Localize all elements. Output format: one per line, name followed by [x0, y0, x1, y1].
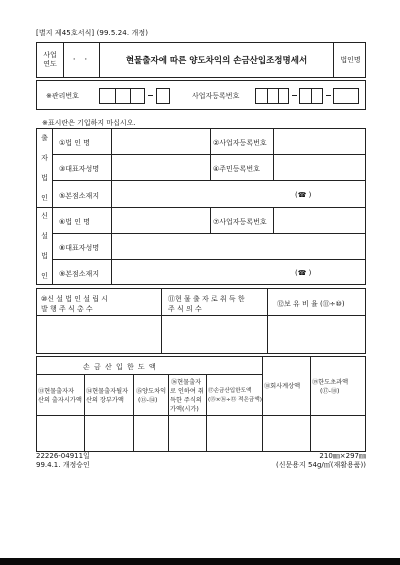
investor-table — [36, 128, 366, 208]
calc-col3-line1: ⑮양도차익 — [136, 388, 167, 395]
footer-paper-type: (신문용지 54g/㎡(재활용품)) — [276, 461, 366, 469]
deduction-limit-field[interactable] — [207, 416, 262, 451]
investor-biz-no-field[interactable] — [274, 129, 365, 154]
shares-table — [36, 288, 366, 354]
book-value-field[interactable] — [85, 416, 133, 451]
calc-col2-line1: ⑭현물출자될자 — [86, 388, 129, 395]
new-corp-rep-name-field[interactable] — [112, 234, 365, 259]
investor-rep-name-label: ③대표자성명 — [59, 165, 100, 173]
management-number-label: ※관리번호 — [46, 92, 79, 100]
footer-approval: 99.4.1. 개정승인 — [36, 461, 90, 469]
investor-corp-name-field[interactable] — [112, 129, 209, 154]
calc-col3-line2: (⑬-⑭) — [138, 397, 158, 404]
investor-corp-name-label: ①법 인 명 — [59, 139, 91, 147]
investor-address-field[interactable] — [112, 181, 365, 207]
management-number-box-2[interactable] — [156, 88, 170, 104]
calc-table — [36, 356, 366, 452]
biz-reg-label: 사업자등록번호 — [192, 92, 240, 100]
shares-col2-line2: 주 식 의 수 — [168, 305, 202, 313]
dash — [326, 95, 331, 96]
investor-address-label: ⑤본점소재지 — [59, 192, 100, 200]
new-corp-side-label: 신 설 법 인 — [37, 208, 53, 284]
investor-resident-no-field[interactable] — [274, 155, 365, 180]
form-title: 현물출자에 따른 양도차익의 손금산입조정명세서 — [100, 43, 334, 77]
shares-col1-line1: ⑩신 설 법 인 설 립 시 — [41, 295, 108, 303]
calc-col2-line2: 산의 장부가액 — [86, 397, 124, 404]
title-block — [36, 42, 366, 78]
new-corp-tel: (☎ ) — [295, 269, 312, 277]
shares-col1-line2: 발 행 주 식 총 수 — [41, 305, 93, 313]
footer-left — [36, 452, 90, 470]
new-corp-rep-name-label: ⑧대표자성명 — [59, 244, 100, 252]
calc-col4-line1: ⑯현물출자 — [171, 379, 202, 386]
calc-col5-line1: ⑰손금산입한도액 — [208, 388, 252, 394]
share-value-field[interactable] — [169, 416, 206, 451]
note-text: ※표시란은 기입하지 마십시오. — [42, 119, 136, 127]
management-number-box-1[interactable] — [99, 88, 145, 104]
business-year-top: 사업 — [43, 51, 57, 59]
calc-col4-line4: 가액(시가) — [170, 406, 199, 413]
calc-col5-line2: (⑮×⑯÷⑬ 적은금액) — [208, 397, 262, 403]
contribution-value-field[interactable] — [37, 416, 84, 451]
form-caption: [별지 제45호서식] (99.5.24. 개정) — [36, 29, 149, 37]
business-year-bottom: 연도 — [43, 60, 57, 68]
new-corp-biz-no-field[interactable] — [274, 208, 365, 233]
new-corp-address-label: ⑨본점소재지 — [59, 270, 100, 278]
business-year-label — [37, 43, 64, 77]
excess-amount-field[interactable] — [311, 416, 365, 451]
bottom-bar — [0, 558, 400, 565]
company-amount-field[interactable] — [263, 416, 310, 451]
footer-right — [262, 452, 366, 470]
dash — [292, 95, 297, 96]
new-corp-address-field[interactable] — [112, 260, 365, 284]
footer-paper-size: 210㎜×297㎜ — [319, 452, 366, 460]
biz-reg-box-2[interactable] — [299, 88, 323, 104]
dash — [148, 95, 153, 96]
calc-col7-line2: (⑰-⑱) — [320, 388, 340, 395]
transfer-gain-field[interactable] — [134, 416, 168, 451]
calc-col4-line3: 득한 주식의 — [170, 397, 202, 404]
investor-resident-no-label: ④주민등록번호 — [213, 165, 260, 173]
calc-col6: ⑱회사계상액 — [264, 383, 301, 390]
calc-header: 손 금 산 입 한 도 액 — [83, 363, 157, 371]
investor-biz-no-label: ②사업자등록번호 — [213, 139, 267, 147]
holding-ratio-field[interactable] — [268, 316, 365, 353]
acquired-shares-field[interactable] — [162, 316, 267, 353]
shares-col2-line1: ⑪현 물 출 자 로 취 득 한 — [168, 295, 245, 303]
new-corp-table — [36, 207, 366, 285]
calc-col1-line2: 산의 출자시가액 — [38, 397, 82, 404]
calc-col4-line2: 로 인하여 취 — [170, 388, 204, 395]
business-year-field[interactable]: · · — [64, 43, 100, 77]
footer-form-code: 22226-04911일 — [36, 452, 90, 460]
investor-rep-name-field[interactable] — [112, 155, 209, 180]
investor-tel: (☎ ) — [295, 191, 312, 199]
management-number-row — [36, 80, 366, 110]
new-corp-biz-no-label: ⑦사업자등록번호 — [213, 218, 267, 226]
biz-reg-box-3[interactable] — [333, 88, 359, 104]
shares-col3: ⑫보 유 비 율 (⑪÷⑩) — [277, 300, 345, 308]
new-corp-name-label: ⑥법 인 명 — [59, 218, 91, 226]
investor-side-label: 출 자 법 인 — [37, 129, 53, 207]
calc-col1-line1: ⑬현물출자자 — [38, 388, 75, 395]
calc-col7-line1: ⑲한도초과액 — [312, 379, 349, 386]
corp-name-label: 법인명 — [340, 56, 361, 64]
biz-reg-box-1[interactable] — [255, 88, 289, 104]
total-shares-field[interactable] — [37, 316, 161, 353]
new-corp-name-field[interactable] — [112, 208, 209, 233]
